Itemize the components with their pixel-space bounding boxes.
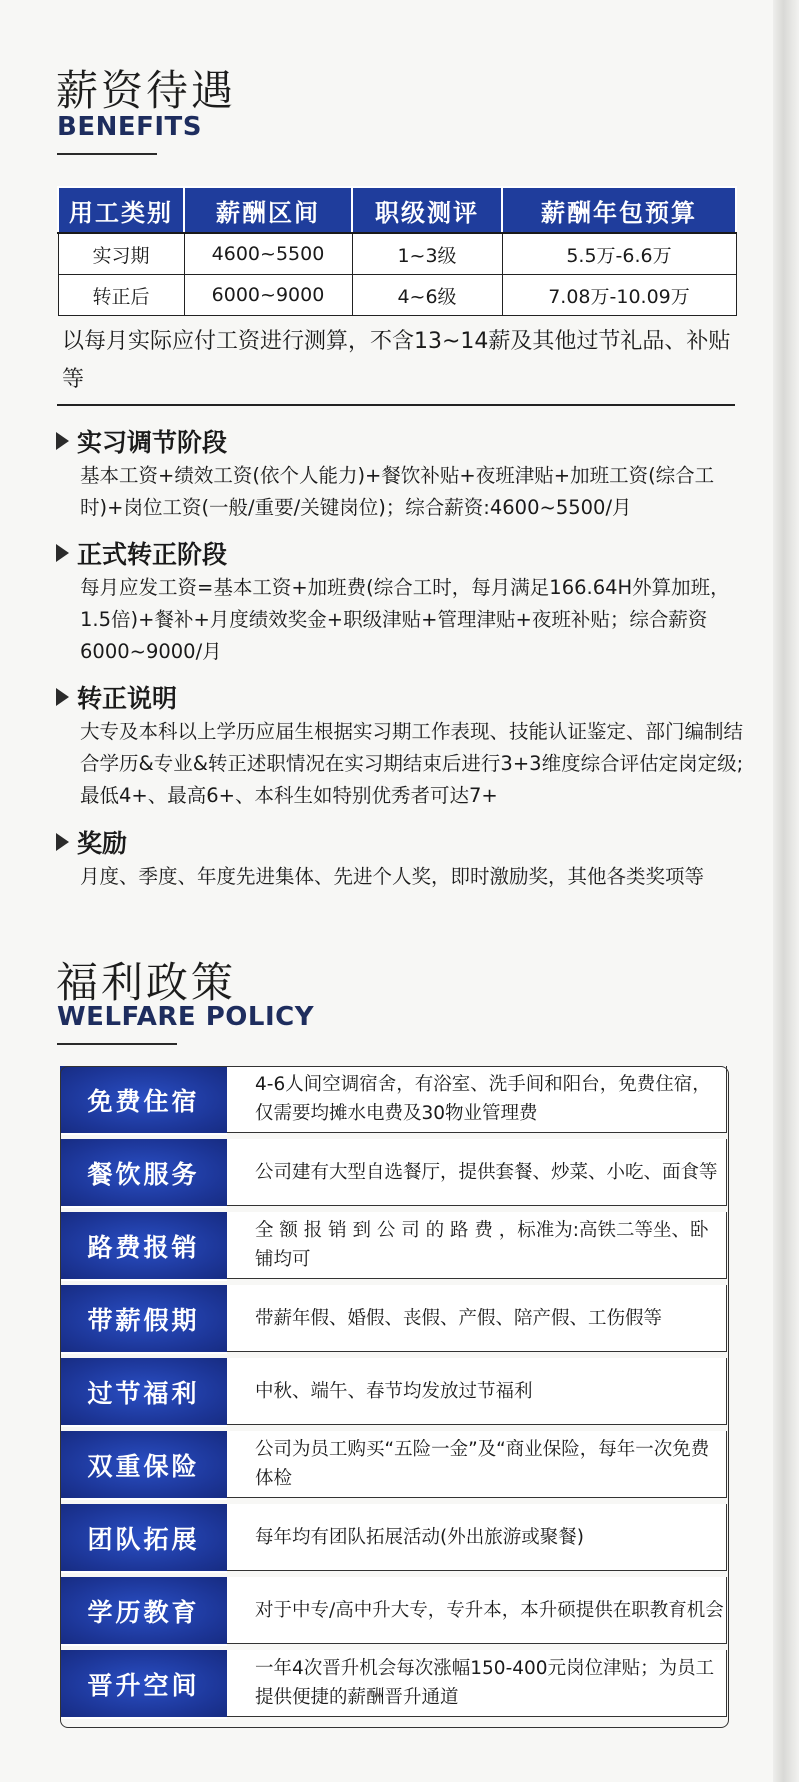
welfare-description: 公司建有大型自选餐厅，提供套餐、炒菜、小吃、面食等: [227, 1139, 727, 1206]
welfare-label: 过节福利: [60, 1358, 227, 1427]
welfare-label: 晋升空间: [60, 1650, 227, 1719]
welfare-description: 4-6人间空调宿舍，有浴室、洗手间和阳台，免费住宿，仅需要均摊水电费及30物业管理费: [227, 1066, 727, 1133]
benefit-item-heading: 正式转正阶段: [77, 540, 228, 569]
table-row: [58, 275, 736, 316]
table-cell: 4600~5500: [184, 233, 352, 275]
salary-note: 以每月实际应付工资进行测算，不含13~14薪及其他过节礼品、补贴等: [62, 329, 731, 392]
welfare-label: 团队拓展: [60, 1504, 227, 1573]
welfare-row: [60, 1431, 736, 1498]
triangle-bullet-icon: [56, 833, 69, 851]
welfare-row: [60, 1358, 736, 1425]
welfare-label: 餐饮服务: [60, 1139, 227, 1208]
welfare-subtitle: WELFARE POLICY: [57, 1002, 315, 1032]
table-cell: 实习期: [58, 233, 184, 275]
welfare-row: [60, 1212, 736, 1279]
welfare-row: [60, 1139, 736, 1206]
benefit-item-heading: 转正说明: [77, 684, 178, 713]
welfare-description: 每年均有团队拓展活动(外出旅游或聚餐): [227, 1504, 727, 1571]
welfare-description: 全 额 报 销 到 公 司 的 路 费 ，标准为:高铁二等坐、卧铺均可: [227, 1212, 727, 1279]
table-cell: 4~6级: [352, 275, 502, 316]
benefit-item-body: 月度、季度、年度先进集体、先进个人奖，即时激励奖，其他各类奖项等: [80, 865, 705, 888]
page-edge-shadow: [773, 0, 799, 1782]
triangle-bullet-icon: [56, 544, 69, 562]
table-row: [58, 233, 736, 275]
table-cell: 5.5万-6.6万: [502, 233, 736, 275]
benefit-item-heading: 奖励: [77, 829, 128, 858]
welfare-row: [60, 1577, 736, 1644]
welfare-row: [60, 1066, 736, 1133]
benefits-subtitle: BENEFITS: [57, 112, 202, 142]
salary-table: [57, 186, 737, 316]
welfare-description: 中秋、端午、春节均发放过节福利: [227, 1358, 727, 1425]
benefit-item: [56, 680, 746, 812]
benefit-item-body: 基本工资+绩效工资(依个人能力)+餐饮补贴+夜班津贴+加班工资(综合工时)+岗位工资(一般/重要/关键岗位)；综合薪资:4600~5500/月: [80, 464, 715, 519]
salary-header-cell: 薪酬区间: [184, 187, 352, 233]
welfare-description: 对于中专/高中升大专，专升本，本升硕提供在职教育机会: [227, 1577, 727, 1644]
welfare-description: 一年4次晋升机会每次涨幅150-400元岗位津贴；为员工提供便捷的薪酬晋升通道: [227, 1650, 727, 1717]
salary-table-header: [58, 187, 736, 233]
welfare-title: 福利政策: [56, 958, 237, 1007]
welfare-row: [60, 1650, 736, 1717]
welfare-row: [60, 1285, 736, 1352]
welfare-row: [60, 1504, 736, 1571]
table-cell: 1~3级: [352, 233, 502, 275]
welfare-label: 免费住宿: [60, 1066, 227, 1135]
welfare-underline: [57, 1043, 177, 1045]
salary-header-cell: 职级测评: [352, 187, 502, 233]
welfare-description: 公司为员工购买“五险一金”及“商业保险，每年一次免费体检: [227, 1431, 727, 1498]
benefit-item-body: 大专及本科以上学历应届生根据实习期工作表现、技能认证鉴定、部门编制结合学历&专业&转正述职情况在实习期结束后进行3+3维度综合评估定岗定级;最低4+、最高6+、本科生如特别优秀者可达7+: [80, 720, 744, 807]
welfare-description: 带薪年假、婚假、丧假、产假、陪产假、工伤假等: [227, 1285, 727, 1352]
triangle-bullet-icon: [56, 688, 69, 706]
salary-header-cell: 薪酬年包预算: [502, 187, 736, 233]
benefit-item: [56, 825, 746, 893]
welfare-label: 带薪假期: [60, 1285, 227, 1354]
welfare-list: [60, 1066, 736, 1732]
benefit-item-heading: 实习调节阶段: [77, 428, 228, 457]
benefit-item: [56, 536, 746, 668]
table-cell: 转正后: [58, 275, 184, 316]
welfare-label: 路费报销: [60, 1212, 227, 1281]
benefit-item: [56, 424, 746, 524]
table-cell: 7.08万-10.09万: [502, 275, 736, 316]
welfare-label: 学历教育: [60, 1577, 227, 1646]
benefits-title: 薪资待遇: [56, 66, 237, 115]
benefits-underline: [57, 153, 157, 155]
triangle-bullet-icon: [56, 432, 69, 450]
divider: [57, 404, 735, 406]
benefit-item-body: 每月应发工资=基本工资+加班费(综合工时，每月满足166.64H外算加班，1.5倍)+餐补+月度绩效奖金+职级津贴+管理津贴+夜班补贴；综合薪资6000~9000/月: [80, 576, 730, 663]
salary-header-cell: 用工类别: [58, 187, 184, 233]
welfare-label: 双重保险: [60, 1431, 227, 1500]
table-cell: 6000~9000: [184, 275, 352, 316]
